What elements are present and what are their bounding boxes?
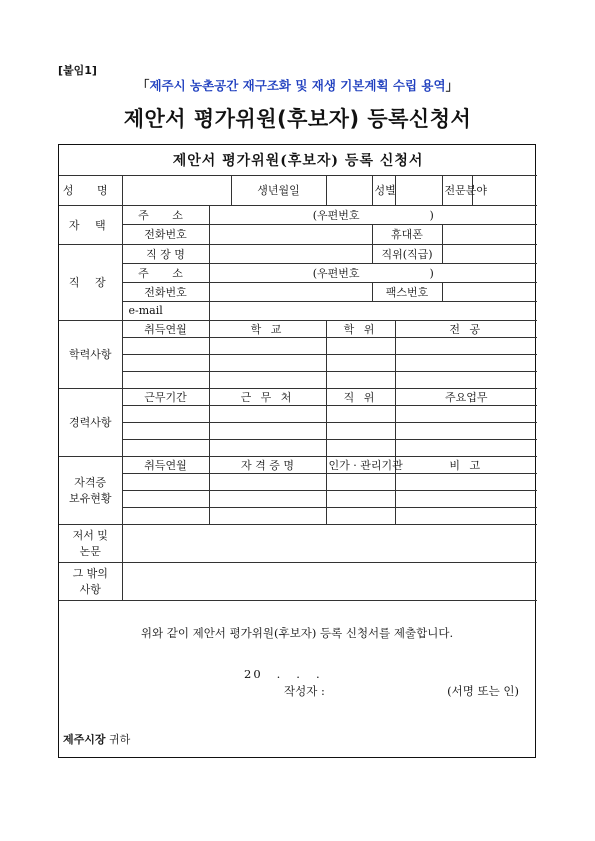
education-col-major: 전 공 — [395, 320, 537, 337]
career-label: 경력사항 — [59, 388, 122, 456]
others-label — [59, 562, 122, 600]
name-label: 성 명 — [59, 175, 122, 205]
career-header-row — [59, 388, 537, 405]
home-address-label: 주 소 — [122, 205, 209, 224]
date-dot-1: . — [276, 667, 283, 681]
work-zip-label: (우편번호 — [312, 266, 360, 280]
company-label: 직 장 명 — [122, 244, 209, 263]
date-dot-2: . — [296, 667, 302, 681]
home-phone-field[interactable] — [209, 224, 372, 244]
home-zip-close: ) — [429, 208, 434, 222]
birth-label: 생년월일 — [231, 175, 326, 205]
fax-field[interactable] — [442, 282, 537, 301]
email-field[interactable] — [209, 301, 537, 320]
recipient-line — [63, 731, 130, 747]
papers-row — [59, 524, 537, 562]
name-field[interactable] — [122, 175, 231, 205]
work-phone-row — [59, 282, 537, 301]
mobile-label: 휴대폰 — [372, 224, 442, 244]
email-label: e-mail — [122, 301, 209, 320]
others-field[interactable] — [122, 562, 537, 600]
career-col-workplace: 근 무 처 — [209, 388, 326, 405]
author-label: 작성자 : — [284, 684, 325, 698]
career-col-period: 근무기간 — [122, 388, 209, 405]
others-label-line2: 사항 — [79, 583, 101, 596]
license-label — [59, 456, 122, 524]
license-col-name: 자 격 증 명 — [209, 456, 326, 473]
papers-label — [59, 524, 122, 562]
signature-label: (서명 또는 인) — [447, 684, 519, 698]
honorific: 귀하 — [109, 733, 131, 746]
license-header-row — [59, 456, 537, 473]
date-dot-3: . — [315, 667, 322, 681]
company-field[interactable] — [209, 244, 372, 263]
table-row — [59, 473, 537, 490]
home-phone-label: 전화번호 — [122, 224, 209, 244]
work-address-field[interactable] — [209, 263, 537, 282]
others-label-line1: 그 밖의 — [72, 567, 108, 580]
license-label-line1: 자격증 — [74, 476, 107, 489]
work-position-label: 직위(직급) — [372, 244, 442, 263]
work-phone-label: 전화번호 — [122, 282, 209, 301]
education-header-row — [59, 320, 537, 337]
quote-close: 」 — [445, 78, 459, 93]
license-col-authority: 인가 · 관리기관 — [326, 456, 395, 473]
license-col-remarks: 비 고 — [395, 456, 537, 473]
project-name: 제주시 농촌공간 재구조화 및 재생 기본계획 수립 용역 — [149, 78, 446, 93]
work-label: 직 장 — [59, 244, 122, 320]
career-col-duties: 주요업무 — [395, 388, 537, 405]
attachment-label: [붙임1] — [58, 64, 97, 77]
work-address-label: 주 소 — [122, 263, 209, 282]
education-col-date: 취득연월 — [122, 320, 209, 337]
table-row — [59, 490, 537, 507]
table-row — [59, 507, 537, 524]
birth-field[interactable] — [326, 175, 372, 205]
table-row — [59, 337, 537, 354]
form-table — [59, 145, 537, 601]
table-row — [59, 354, 537, 371]
quote-open: 「 — [136, 78, 150, 93]
name-row — [59, 175, 537, 205]
home-address-field[interactable] — [209, 205, 537, 224]
project-title — [0, 76, 595, 94]
fax-label: 팩스번호 — [372, 282, 442, 301]
recipient: 제주시장 — [63, 733, 106, 746]
table-row — [59, 422, 537, 439]
date-year: 20 — [244, 667, 263, 681]
form-title: 제안서 평가위원(후보자) 등록 신청서 — [59, 145, 537, 175]
career-col-position: 직 위 — [326, 388, 395, 405]
education-col-degree: 학 위 — [326, 320, 395, 337]
field-label: 전문분야 — [442, 175, 472, 205]
date-line — [244, 667, 336, 681]
others-row — [59, 562, 537, 600]
home-phone-row — [59, 224, 537, 244]
submission-statement: 위와 같이 제안서 평가위원(후보자) 등록 신청서를 제출합니다. — [140, 626, 454, 640]
mobile-field[interactable] — [442, 224, 537, 244]
papers-label-line1: 저서 및 — [72, 529, 108, 542]
page-title: 제안서 평가위원(후보자) 등록신청서 — [123, 107, 472, 131]
home-zip-label: (우편번호 — [312, 208, 360, 222]
table-row — [59, 405, 537, 422]
table-row — [59, 439, 537, 456]
education-label: 학력사항 — [59, 320, 122, 388]
home-address-row — [59, 205, 537, 224]
work-company-row — [59, 244, 537, 263]
application-form — [58, 144, 536, 758]
papers-label-line2: 논문 — [79, 545, 101, 558]
license-col-date: 취득연월 — [122, 456, 209, 473]
work-position-field[interactable] — [442, 244, 537, 263]
work-zip-close: ) — [429, 266, 434, 280]
gender-field[interactable] — [395, 175, 442, 205]
table-row — [59, 371, 537, 388]
home-label: 자 택 — [59, 205, 122, 244]
papers-field[interactable] — [122, 524, 537, 562]
work-address-row — [59, 263, 537, 282]
education-col-school: 학 교 — [209, 320, 326, 337]
gender-label: 성별 — [372, 175, 395, 205]
work-phone-field[interactable] — [209, 282, 372, 301]
license-label-line2: 보유현황 — [68, 492, 112, 505]
email-row — [59, 301, 537, 320]
